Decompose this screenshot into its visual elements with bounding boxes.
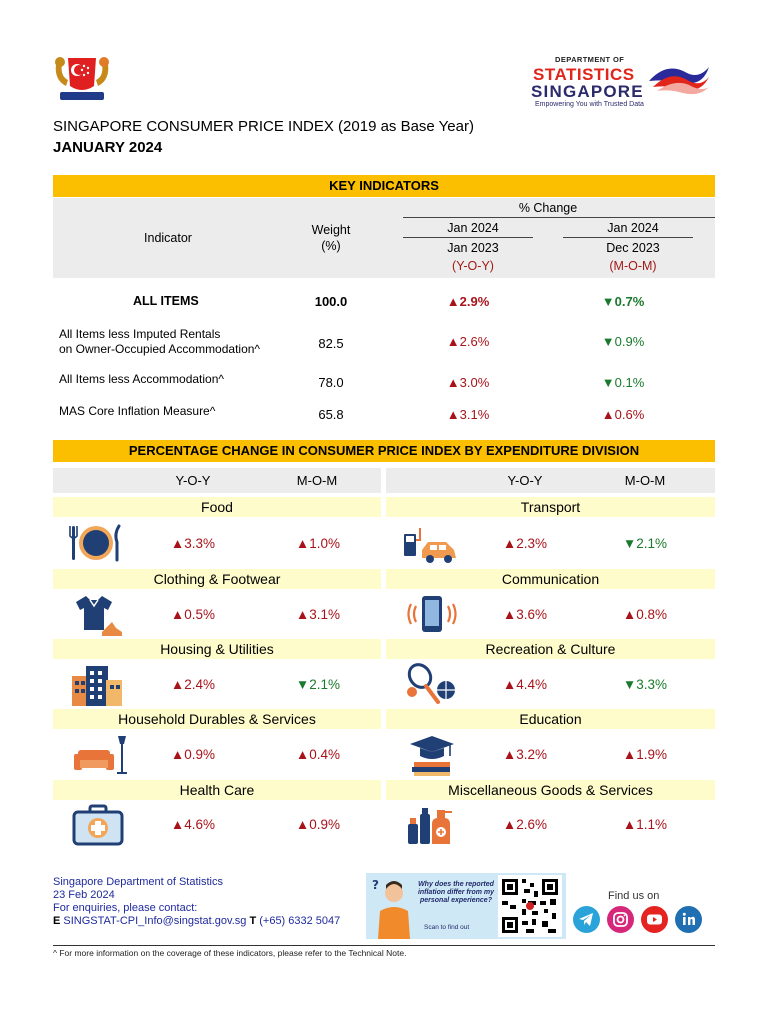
division-mom: ▼2.1% [295, 677, 341, 692]
division-housing: Housing & Utilities [53, 639, 381, 659]
col-yoy-base: Jan 2023 [447, 241, 499, 255]
division-health: Health Care [53, 780, 381, 800]
division-mom: ▲0.8% [622, 607, 668, 622]
division-yoy: ▲3.6% [502, 607, 548, 622]
indicator-mom: ▼0.7% [601, 294, 645, 309]
indicator-mom: ▼0.9% [601, 334, 645, 349]
footer-date: 23 Feb 2024 [53, 889, 115, 901]
sports-icon [404, 662, 460, 708]
division-mom: ▲0.4% [295, 747, 341, 762]
indicator-yoy: ▲2.6% [446, 334, 490, 349]
col-mom-current: Jan 2024 [607, 221, 659, 235]
col-pct-change: % Change [518, 201, 578, 215]
divisions-title: PERCENTAGE CHANGE IN CONSUMER PRICE INDEX BY EXPENDITURE DIVISION [53, 440, 715, 462]
telegram-icon[interactable] [573, 906, 600, 933]
qr-code-icon[interactable] [498, 875, 562, 937]
find-us-label: Find us on [608, 890, 660, 902]
col-weight: Weight [311, 223, 351, 237]
division-education: Education [386, 709, 715, 729]
division-recreation: Recreation & Culture [386, 639, 715, 659]
division-misc: Miscellaneous Goods & Services [386, 780, 715, 800]
header-divider [403, 217, 715, 218]
indicator-mom: ▲0.6% [601, 407, 645, 422]
dos-statistics-text: STATISTICS [533, 65, 635, 84]
indicator-label: All Items less Imputed Rentals [59, 327, 221, 341]
divisions-col-header-left [53, 468, 381, 493]
divisions-col-header-right [386, 468, 715, 493]
indicator-mom: ▼0.1% [601, 375, 645, 390]
footer-phone[interactable]: (+65) 6332 5047 [259, 915, 341, 927]
instagram-icon[interactable] [607, 906, 634, 933]
singapore-crest-logo [50, 50, 114, 106]
sofa-icon [72, 732, 128, 778]
transport-icon [402, 520, 458, 566]
indicator-row [53, 294, 715, 314]
header-divider [563, 237, 693, 238]
division-communication: Communication [386, 569, 715, 589]
col-mom: M-O-M [624, 473, 666, 488]
indicator-weight: 100.0 [314, 294, 348, 309]
indicator-weight: 65.8 [318, 407, 344, 422]
key-indicators-header [53, 198, 715, 278]
division-mom: ▲3.1% [295, 607, 341, 622]
col-yoy: Y-O-Y [175, 473, 211, 488]
footer-phone-label: T [249, 915, 257, 927]
division-yoy: ▲0.5% [170, 607, 216, 622]
dos-tagline: Empowering You with Trusted Data [535, 101, 644, 108]
page-title: SINGAPORE CONSUMER PRICE INDEX (2019 as Base Year) [53, 118, 474, 135]
housing-icon [68, 662, 124, 708]
key-indicators-title: KEY INDICATORS [53, 175, 715, 197]
col-yoy-current: Jan 2024 [447, 221, 499, 235]
division-yoy: ▲0.9% [170, 747, 216, 762]
person-thinking-icon [370, 875, 416, 939]
footer-org: Singapore Department of Statistics [53, 876, 223, 888]
division-mom: ▼2.1% [622, 536, 668, 551]
division-yoy: ▲3.2% [502, 747, 548, 762]
dos-swoosh-icon [647, 59, 711, 95]
division-yoy: ▲2.6% [502, 817, 548, 832]
col-yoy-tag: (Y-O-Y) [452, 259, 494, 273]
indicator-row [53, 372, 715, 392]
indicator-label-line2: on Owner-Occupied Accommodation^ [59, 342, 261, 356]
division-mom: ▲1.0% [295, 536, 341, 551]
indicator-row [53, 404, 715, 424]
indicator-label: MAS Core Inflation Measure^ [59, 404, 216, 418]
education-icon [404, 732, 460, 778]
page-month: JANUARY 2024 [53, 139, 163, 156]
division-mom: ▼3.3% [622, 677, 668, 692]
indicator-yoy: ▲3.0% [446, 375, 490, 390]
footer-enquiries: For enquiries, please contact: [53, 902, 198, 914]
indicator-weight: 82.5 [318, 336, 344, 351]
indicator-weight: 78.0 [318, 375, 344, 390]
svg-text:?: ? [372, 878, 379, 892]
col-mom-base: Dec 2023 [606, 241, 660, 255]
dos-dept-text: DEPARTMENT OF [555, 55, 625, 64]
division-yoy: ▲4.4% [502, 677, 548, 692]
dos-singapore-text: SINGAPORE [531, 82, 644, 101]
indicator-yoy: ▲2.9% [446, 294, 490, 309]
food-icon [68, 520, 124, 566]
linkedin-icon[interactable] [675, 906, 702, 933]
division-household: Household Durables & Services [53, 709, 381, 729]
division-yoy: ▲4.6% [170, 817, 216, 832]
indicator-row [53, 327, 715, 359]
youtube-icon[interactable] [641, 906, 668, 933]
division-yoy: ▲2.4% [170, 677, 216, 692]
phone-icon [406, 592, 462, 638]
footer-divider [53, 945, 715, 946]
col-yoy: Y-O-Y [507, 473, 543, 488]
footer-contact [53, 876, 340, 928]
promo-question: Why does the reported inflation differ from my personal experience? [417, 881, 495, 904]
division-transport: Transport [386, 497, 715, 517]
division-yoy: ▲2.3% [502, 536, 548, 551]
promo-cta: Scan to find out [424, 924, 470, 931]
footer-email[interactable]: SINGSTAT-CPI_Info@singstat.gov.sg [63, 915, 247, 927]
division-mom: ▲0.9% [295, 817, 341, 832]
col-mom-tag: (M-O-M) [609, 259, 657, 273]
footer-note: ^ For more information on the coverage of these indicators, please refer to the Technical Note. [53, 948, 407, 958]
indicator-label: ALL ITEMS [133, 294, 199, 308]
col-indicator: Indicator [144, 231, 192, 245]
col-weight-unit: (%) [321, 239, 341, 253]
division-mom: ▲1.9% [622, 747, 668, 762]
indicator-label: All Items less Accommodation^ [59, 372, 225, 386]
division-food: Food [53, 497, 381, 517]
dos-logo [525, 55, 715, 111]
division-yoy: ▲3.3% [170, 536, 216, 551]
col-mom: M-O-M [296, 473, 338, 488]
inflation-promo-banner[interactable] [366, 873, 566, 939]
division-clothing: Clothing & Footwear [53, 569, 381, 589]
footer-email-label: E [53, 915, 61, 927]
medical-kit-icon [70, 802, 126, 848]
toiletries-icon [404, 802, 460, 848]
indicator-yoy: ▲3.1% [446, 407, 490, 422]
division-mom: ▲1.1% [622, 817, 668, 832]
clothing-icon [68, 592, 124, 638]
header-divider [403, 237, 533, 238]
